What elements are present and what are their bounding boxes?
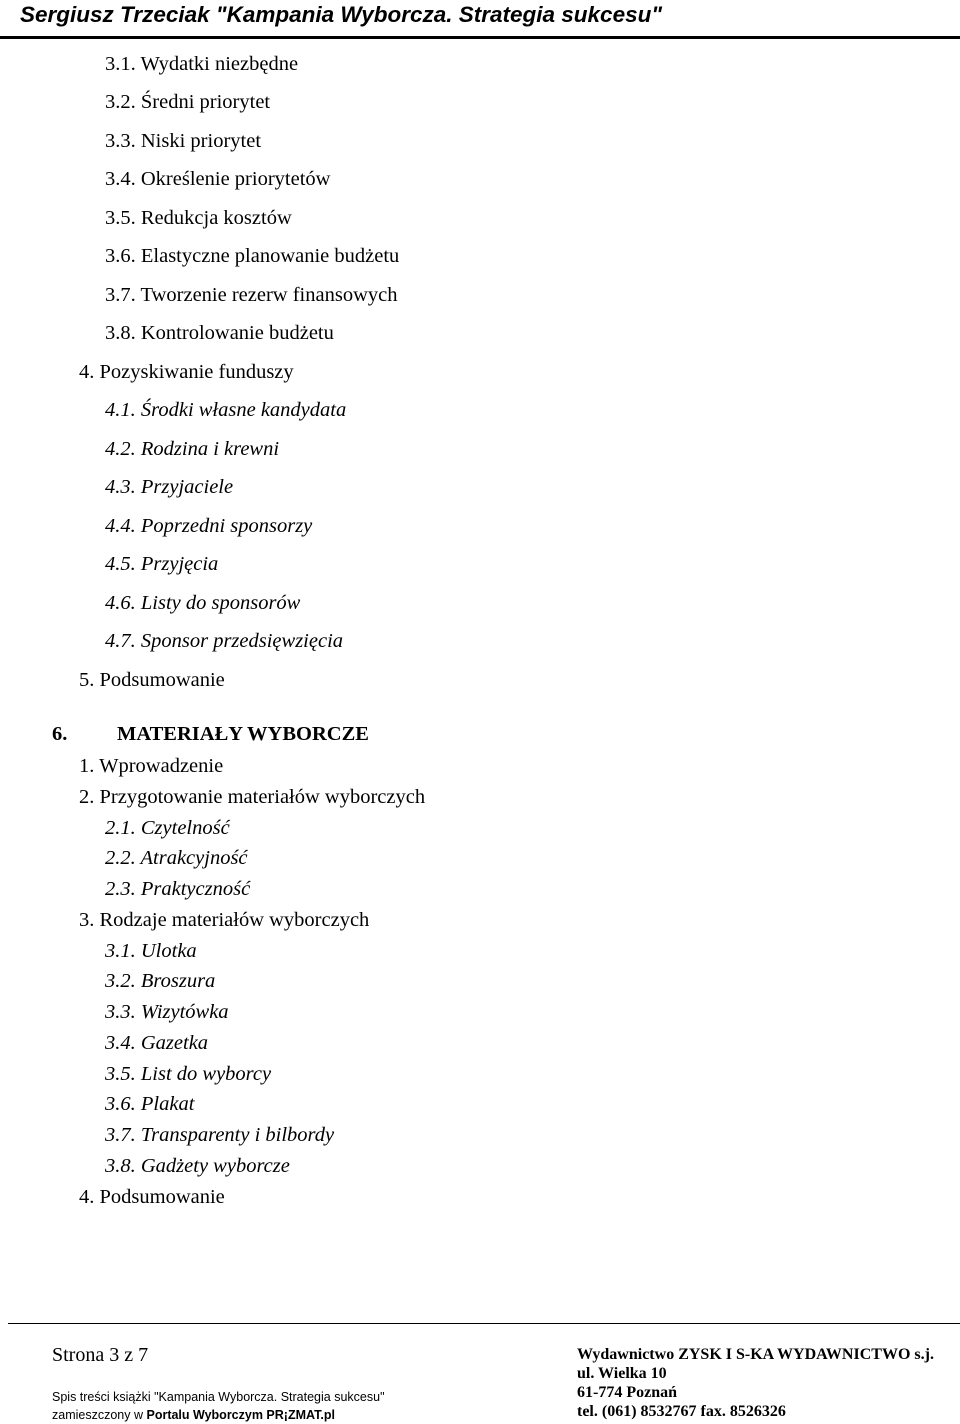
chapter-title: MATERIAŁY WYBORCZE [117, 723, 369, 745]
toc-item: 5. Podsumowanie [79, 669, 225, 691]
page-number: Strona 3 z 7 [52, 1344, 149, 1366]
portal-link-start: Portalu Wyborczym PR [146, 1408, 284, 1422]
chapter-number: 6. [52, 723, 68, 745]
header-title: Sergiusz Trzeciak "Kampania Wyborcza. Strategia sukcesu" [20, 2, 663, 27]
footer-rule [8, 1323, 960, 1324]
toc-item: 4. Podsumowanie [79, 1186, 225, 1208]
toc-item: 3.7. Transparenty i bilbordy [105, 1124, 335, 1146]
toc-item: 4.6. Listy do sponsorów [105, 592, 301, 614]
toc-item: 2.3. Praktyczność [105, 878, 251, 900]
publisher-city: 61-774 Poznań [577, 1384, 677, 1401]
toc-item: 4.2. Rodzina i krewni [105, 438, 280, 460]
toc-item: 4. Pozyskiwanie funduszy [79, 361, 294, 383]
toc-item: 3.2. Broszura [105, 970, 216, 992]
portal-link-separator: ¡ [283, 1408, 288, 1422]
publisher-street: ul. Wielka 10 [577, 1365, 667, 1382]
toc-item: 3.4. Gazetka [105, 1032, 209, 1054]
toc-item: 3.5. List do wyborcy [105, 1063, 272, 1085]
header-rule [0, 36, 960, 39]
footer-note-prefix: zamieszczony w [52, 1408, 147, 1422]
toc-item: 3.6. Elastyczne planowanie budżetu [105, 245, 400, 267]
portal-link[interactable] [146, 1408, 334, 1422]
portal-link-end: ZMAT.pl [287, 1408, 335, 1422]
toc-item: 2.1. Czytelność [105, 817, 230, 839]
toc-item: 3.3. Niski priorytet [105, 130, 262, 152]
publisher-phone: tel. (061) 8532767 fax. 8526326 [577, 1403, 786, 1420]
toc-item: 4.7. Sponsor przedsięwzięcia [105, 630, 344, 652]
toc-item: 3.3. Wizytówka [105, 1001, 229, 1023]
page-header [0, 0, 960, 40]
toc-item: 3.8. Gadżety wyborcze [105, 1155, 290, 1177]
publisher-name: Wydawnictwo ZYSK I S-KA WYDAWNICTWO s.j. [577, 1346, 934, 1363]
toc-item: 3.1. Wydatki niezbędne [105, 53, 299, 75]
toc-item: 1. Wprowadzenie [79, 755, 224, 777]
toc-item: 2. Przygotowanie materiałów wyborczych [79, 786, 426, 808]
toc-item: 4.3. Przyjaciele [105, 476, 234, 498]
toc-item: 4.1. Środki własne kandydata [105, 399, 347, 421]
toc-item: 3.2. Średni priorytet [105, 91, 271, 113]
toc-item: 3.1. Ulotka [105, 940, 197, 962]
toc-item: 3. Rodzaje materiałów wyborczych [79, 909, 370, 931]
toc-item: 3.5. Redukcja kosztów [105, 207, 292, 229]
toc-item: 4.5. Przyjęcia [105, 553, 219, 575]
footer-note-line1: Spis treści książki "Kampania Wyborcza. Strategia sukcesu" [52, 1390, 385, 1404]
toc-item: 3.6. Plakat [105, 1093, 195, 1115]
toc-item: 4.4. Poprzedni sponsorzy [105, 515, 313, 537]
toc-item: 2.2. Atrakcyjność [105, 847, 248, 869]
toc-item: 3.8. Kontrolowanie budżetu [105, 322, 334, 344]
toc-item: 3.7. Tworzenie rezerw finansowych [105, 284, 398, 306]
footer-note-line2 [52, 1407, 335, 1423]
toc-item: 3.4. Określenie priorytetów [105, 168, 331, 190]
